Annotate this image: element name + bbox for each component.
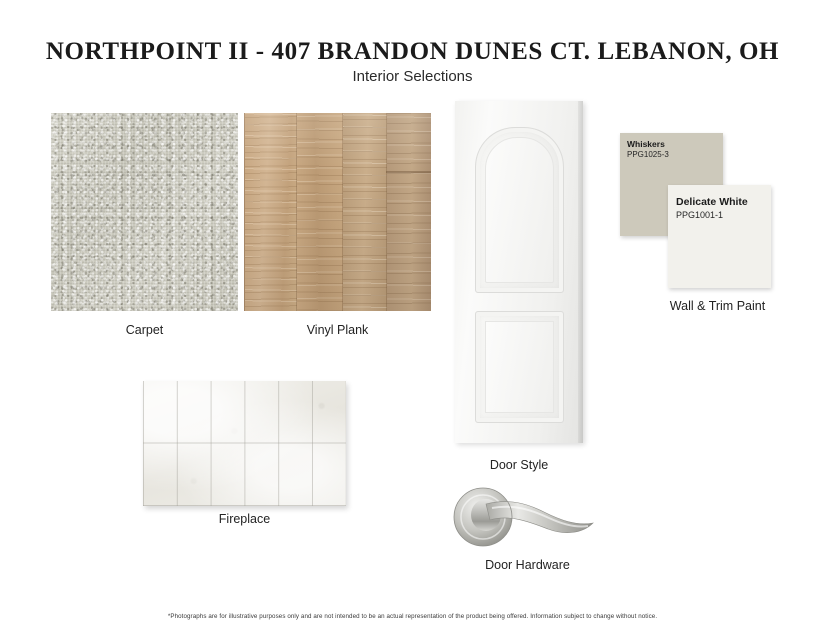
vinyl-plank-swatch	[244, 113, 431, 311]
door-hardware-image	[452, 482, 602, 552]
fireplace-tile-grid	[143, 381, 346, 506]
door-hardware-caption: Door Hardware	[485, 558, 570, 572]
door-style-caption: Door Style	[489, 458, 549, 472]
vinyl-shading-overlay	[244, 113, 431, 311]
page-subtitle: Interior Selections	[352, 68, 473, 85]
door-lower-panel-inset	[485, 321, 554, 413]
carpet-caption: Carpet	[125, 323, 164, 337]
door-lower-panel	[475, 311, 564, 423]
lever-handle-icon	[452, 482, 602, 552]
paint-chip-code: PPG1001-1	[676, 210, 724, 220]
paint-chip-code: PPG1025-3	[627, 150, 669, 159]
carpet-texture-overlay	[51, 113, 238, 311]
fireplace-caption: Fireplace	[218, 512, 271, 526]
wall-trim-paint-caption: Wall & Trim Paint	[669, 299, 766, 313]
paint-chip-delicate-white	[668, 185, 771, 288]
paint-chip-name: Delicate White	[676, 196, 748, 208]
door-upper-panel-inset	[485, 137, 554, 283]
disclaimer-text: *Photographs are for illustrative purposes only and are not intended to be an actual representation of the product being offered. Information subject to change without notice.	[167, 613, 658, 620]
door-upper-panel	[475, 127, 564, 293]
door-style-image	[455, 101, 583, 443]
fireplace-swatch	[143, 381, 346, 506]
door-edge-shading	[578, 101, 583, 443]
vinyl-plank-caption: Vinyl Plank	[306, 323, 369, 337]
carpet-swatch	[51, 113, 238, 311]
page-title: NORTHPOINT II - 407 BRANDON DUNES CT. LEBANON, OH	[45, 38, 780, 65]
paint-chip-name: Whiskers	[627, 139, 665, 149]
